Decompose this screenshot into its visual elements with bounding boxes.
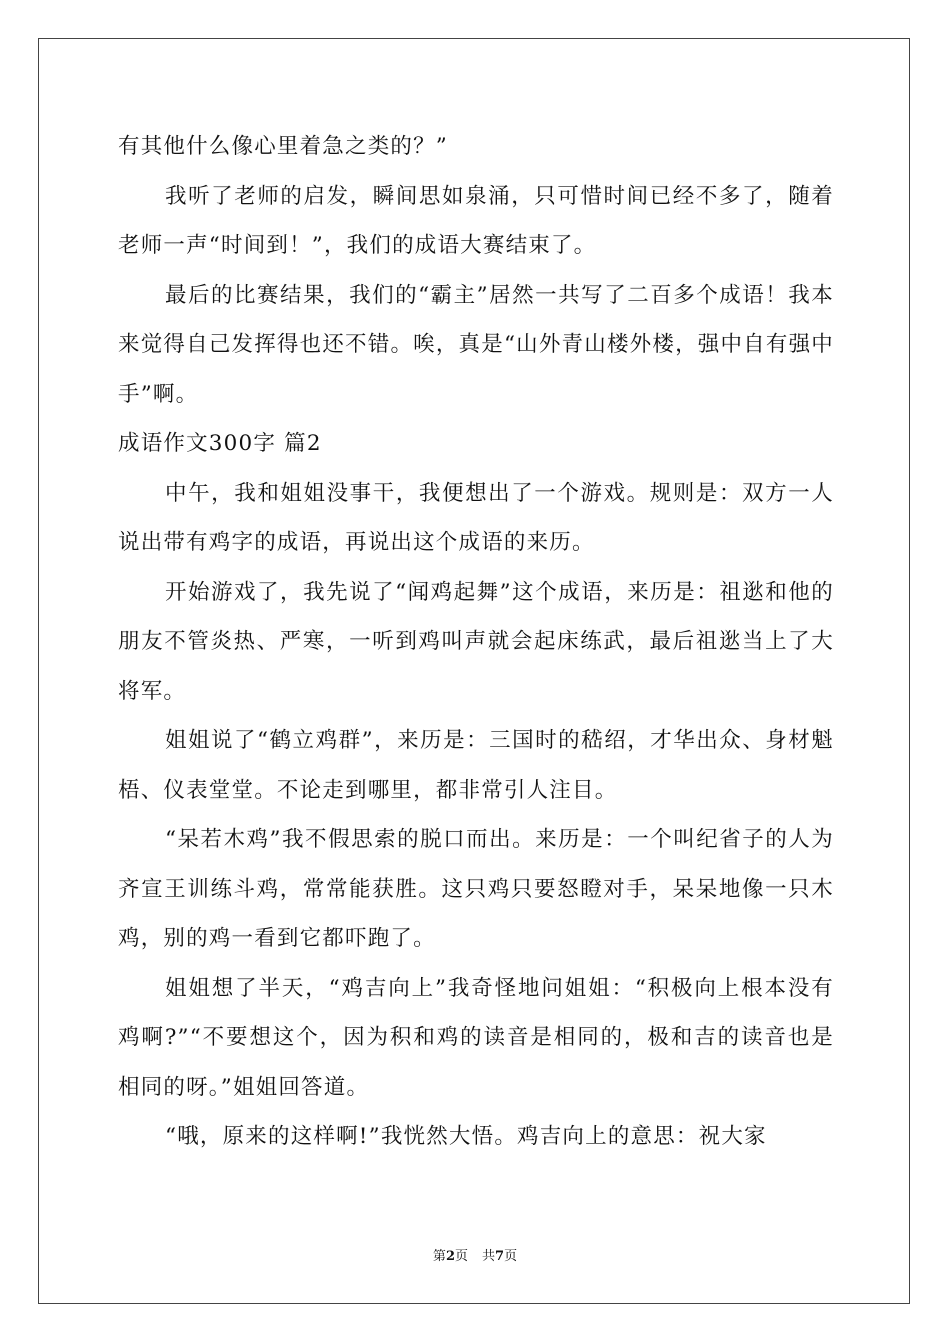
paragraph-5: 开始游戏了，我先说了“闻鸡起舞”这个成语，来历是：祖逖和他的朋友不管炎热、严寒，一听到鸡叫声就会起床练武，最后祖逖当上了大将军。	[118, 579, 834, 704]
paragraph-2: 最后的比赛结果，我们的“霸主”居然一共写了二百多个成语！我本来觉得自己发挥得也还不错。唉，真是“山外青山楼外楼，强中自有强中手”啊。	[118, 282, 834, 407]
total-page-number: 7	[495, 1249, 505, 1264]
current-page-number: 2	[445, 1249, 455, 1264]
footer-total-prefix: 共	[482, 1249, 496, 1264]
footer-prefix: 第	[432, 1249, 446, 1264]
paragraph-6: 姐姐说了“鹤立鸡群”，来历是：三国时的嵇绍，才华出众、身材魁梧、仪表堂堂。不论走到哪里，都非常引人注目。	[118, 728, 834, 803]
paragraph-4: 中午，我和姐姐没事干，我便想出了一个游戏。规则是：双方一人说出带有鸡字的成语，再说出这个成语的来历。	[118, 480, 834, 555]
section-heading: 成语作文300字 篇2	[118, 431, 322, 456]
paragraph-7: “呆若木鸡”我不假思索的脱口而出。来历是：一个叫纪省子的人为齐宣王训练斗鸡，常常能获胜。这只鸡只要怒瞪对手，呆呆地像一只木鸡，别的鸡一看到它都吓跑了。	[118, 827, 834, 951]
footer-page-word: 页	[454, 1249, 468, 1264]
paragraph-8: 姐姐想了半天，“鸡吉向上”我奇怪地问姐姐：“积极向上根本没有鸡啊?”“不要想这个，因为积和鸡的读音是相同的，极和吉的读音也是相同的呀。”姐姐回答道。	[118, 975, 834, 1100]
document-body	[118, 122, 834, 1162]
paragraph-0: 有其他什么像心里着急之类的？”	[118, 134, 448, 159]
page-footer	[0, 1245, 950, 1264]
paragraph-9: “哦，原来的这样啊!”我恍然大悟。鸡吉向上的意思：祝大家	[165, 1124, 767, 1149]
footer-total-suffix: 页	[504, 1249, 518, 1264]
paragraph-1: 我听了老师的启发，瞬间思如泉涌，只可惜时间已经不多了，随着老师一声“时间到！”，我们的成语大赛结束了。	[118, 183, 834, 258]
